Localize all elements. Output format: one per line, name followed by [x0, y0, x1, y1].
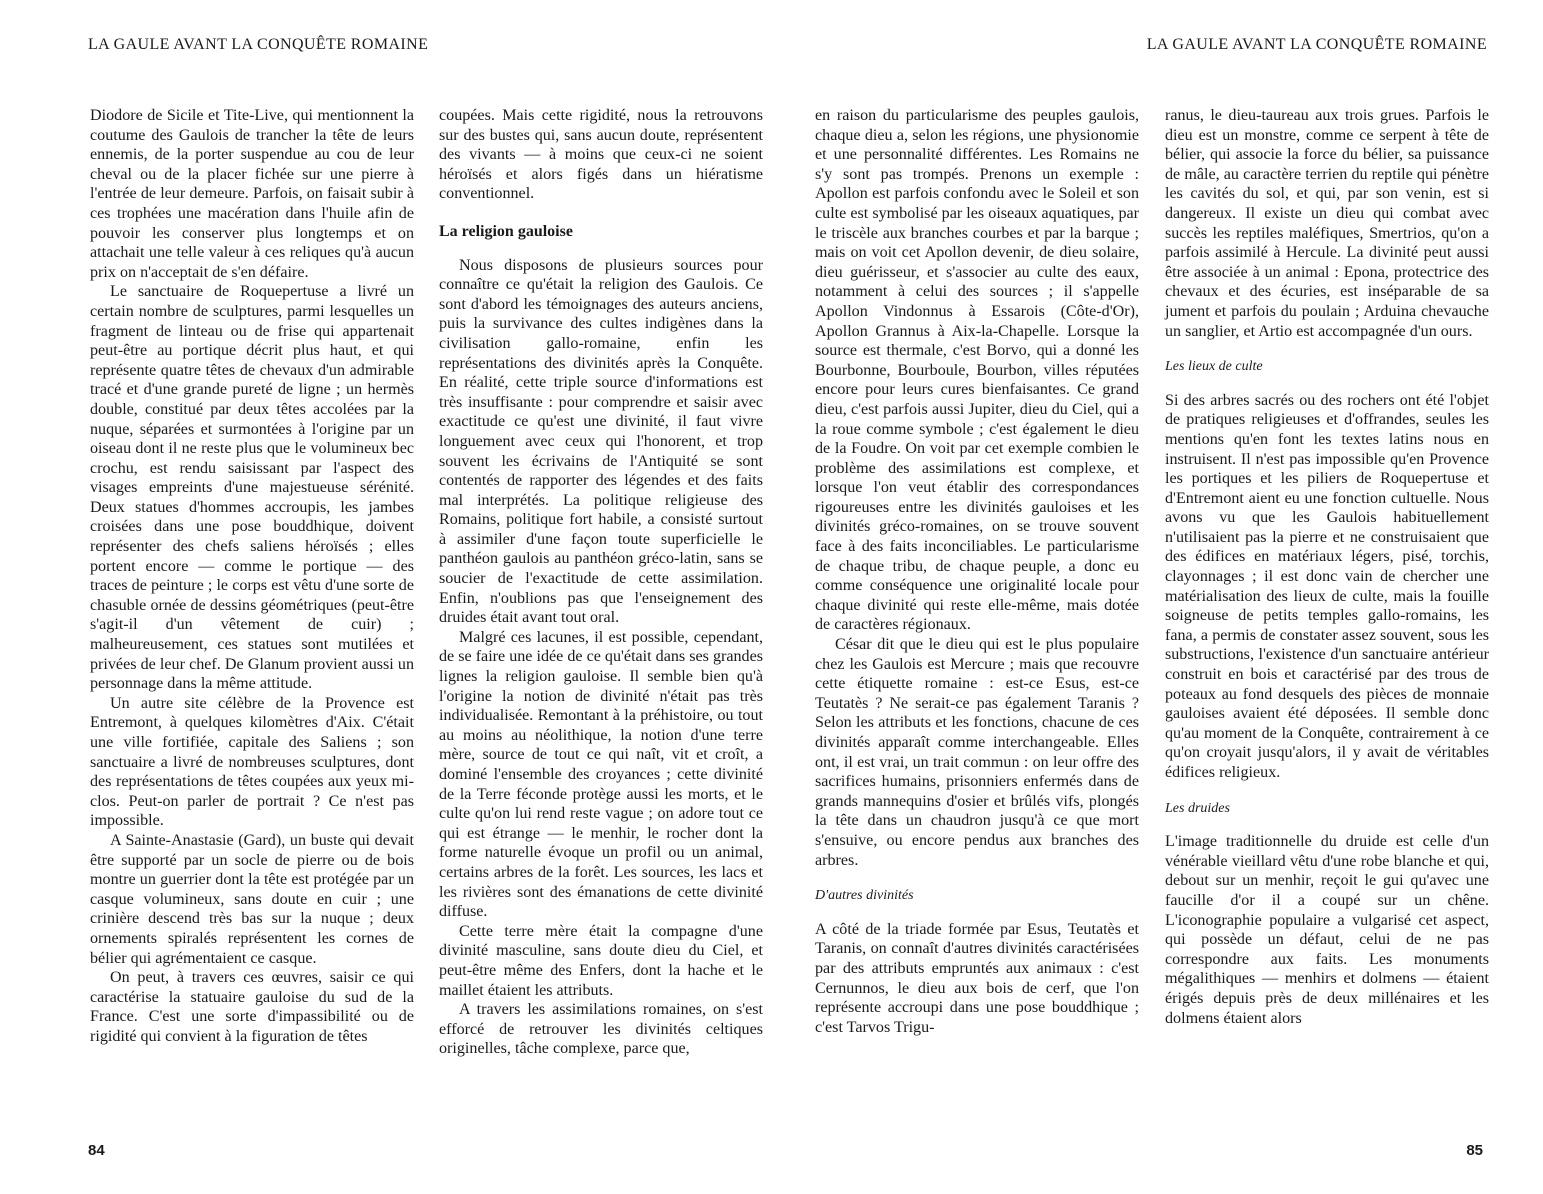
paragraph: César dit que le dieu qui est le plus populaire chez les Gaulois est Mercure ; mais que recouvre cette étiquette romaine : est-ce Esus, est-ce Teutatès ? Ne serait-ce pas également Taranis ? Selon les attributs et les fonctions, chacune de ces divinités apparaît comme interchangeable. Elles ont, il est vrai, un trait commun : on leur offre des sacrifices humains, prisonniers enfermés dans de grands mannequins d'osier et brûlés vifs, plongés la tête dans un chaudron jusqu'à ce que mort s'ensuive, ou encore pendus aux branches des arbres. — [815, 636, 1139, 869]
paragraph: Le sanctuaire de Roquepertuse a livré un certain nombre de sculptures, parmi lesquelles un fragment de linteau ou de frise qui appartenait peut-être au portique décrit plus haut, et qui représente quatre têtes de chevaux d'un admirable tracé et d'une grande pureté de ligne ; un hermès double, constitué par deux têtes accolées par la nuque, séparées et surmontées à l'origine par un oiseau dont il ne reste plus que le volumineux bec crochu, est rendu saisissant par l'aspect des visages empreints d'une majestueuse sérénité. Deux statues d'hommes accroupis, les jambes croisées dans une pose bouddhique, doivent représenter des chefs saliens héroïsés ; elles portent encore — comme le portique — des traces de peinture ; le corps est vêtu d'une sorte de chasuble ornée de dessins géométriques (peut-être s'agit-il d'un vêtement de cuir) ; malheureusement, ces statues sont mutilées et privées de leur chef. De Glanum provient aussi un personnage dans la même attitude. — [90, 283, 414, 693]
paragraph: On peut, à travers ces œuvres, saisir ce qui caractérise la statuaire gauloise du sud de la France. C'est une sorte d'impassibilité ou de rigidité qui convient à la figuration de têtes — [90, 969, 414, 1045]
page-number-left: 84 — [88, 1142, 105, 1159]
paragraph: L'image traditionnelle du druide est celle d'un vénérable vieillard vêtu d'une robe blanche et qui, debout sur un menhir, reçoit le gui qu'avec une faucille d'or il a coupé sur un chêne. L'iconographie populaire a vulgarisé cet aspect, qui possède un défaut, celui de ne pas correspondre aux faits. Les monuments mégalithiques — menhirs et dolmens — étaient érigés depuis près de deux millénaires et les dolmens étaient alors — [1165, 833, 1489, 1027]
paragraph: ranus, le dieu-taureau aux trois grues. Parfois le dieu est un monstre, comme ce serpent à tête de bélier, qui associe la force du bélier, sa puissance de mâle, au caractère terrien du reptile qui pénètre les cavités du sol, et qui, par son venin, est si dangereux. Il existe un dieu qui combat avec succès les reptiles maléfiques, Smertrios, qu'on a parfois assimilé à Hercule. La divinité peut aussi être associée à un animal : Epona, protectrice des chevaux et des écuries, est inséparable de sa jument et parfois du poulain ; Arduina chevauche un sanglier, et Artio est accompagnée d'un ours. — [1165, 107, 1489, 340]
subsection-heading: Les lieux de culte — [1165, 359, 1263, 375]
running-head-right: LA GAULE AVANT LA CONQUÊTE ROMAINE — [1146, 36, 1487, 53]
subsection-heading: D'autres divinités — [815, 888, 914, 904]
paragraph: A côté de la triade formée par Esus, Teutatès et Taranis, on connaît d'autres divinités caractérisées par des attributs empruntés aux animaux : c'est Cernunnos, le dieu aux bois de cerf, que l'on représente accroupi dans une pose bouddhique ; c'est Tarvos Trigu- — [815, 920, 1139, 1036]
paragraph: Un autre site célèbre de la Provence est Entremont, à quelques kilomètres d'Aix. C'était une ville fortifiée, capitale des Saliens ; son sanctuaire a livré de nombreuses sculptures, dont des représentations de têtes coupées aux yeux mi-clos. Peut-on parler de portrait ? Ce n'est pas impossible. — [90, 694, 414, 830]
column-4 — [1165, 106, 1489, 1028]
paragraph: Nous disposons de plusieurs sources pour connaître ce qu'était la religion des Gaulois. Ce sont d'abord les témoignages des auteurs anciens, puis la survivance des cultes indigènes dans la civilisation gallo-romaine, enfin les représentations des divinités après la Conquête. En réalité, cette triple source d'informations est très insuffisante : pour comprendre et saisir avec exactitude ce qu'est une divinité, il faut vivre longuement avec ceux qui l'honorent, et trop souvent les écrivains de l'Antiquité se sont contentés de rapporter des légendes et des faits mal interprétés. La politique religieuse des Romains, politique fort habile, a consisté surtout à assimiler d'une façon toute superficielle le panthéon gaulois au panthéon gréco-latin, sans se soucier de l'exactitude de cette assimilation. Enfin, n'oublions pas que l'enseignement des druides était avant tout oral. — [439, 256, 763, 627]
paragraph: Malgré ces lacunes, il est possible, cependant, de se faire une idée de ce qu'était dans ses grandes lignes la religion gauloise. Il semble bien qu'à l'origine la notion de divinité n'était pas très individualisée. Remontant à la préhistoire, ou tout au moins au néolithique, la notion d'une terre mère, source de tout ce qui naît, vit et croît, a dominé l'ensemble des croyances ; cette divinité de la Terre féconde protège aussi les morts, et le culte qu'on lui rend reste vague ; on adore tout ce qui est étrange — le menhir, le rocher dont la forme naturelle évoque un profil ou un animal, certains arbres de la forêt. Les sources, les lacs et les rivières sont des émanations de cette divinité diffuse. — [439, 628, 763, 921]
subsection-heading: Les druides — [1165, 800, 1230, 816]
column-2 — [439, 106, 763, 1059]
page-number-right: 85 — [1466, 1142, 1483, 1159]
paragraph: Si des arbres sacrés ou des rochers ont été l'objet de pratiques religieuses et d'offrandes, seules les mentions qu'en font les textes latins nous en instruisent. Il n'est pas impossible qu'en Provence les portiques et les piliers de Roquepertuse et d'Entremont aient eu une fonction cultuelle. Nous avons vu que les Gaulois habituellement n'utilisaient pas la pierre et ne construisaient que des édifices en matériaux légers, pisé, torchis, clayonnages ; il est donc vain de chercher une matérialisation des lieux de culte, mais la fouille soigneuse de petits temples gallo-romains, les fana, a permis de constater assez souvent, sous les substructions, l'existence d'un sanctuaire antérieur construit en bois et caractérisé par des trous de poteaux au fond desquels des pièces de monnaie gauloises avaient été déposées. Il semble donc qu'au moment de la Conquête, contrairement à ce qu'on croyait jusqu'alors, il y avait de véritables édifices religieux. — [1165, 391, 1489, 781]
paragraph: A travers les assimilations romaines, on s'est efforcé de retrouver les divinités celtiques originelles, tâche complexe, parce que, — [439, 1001, 763, 1058]
column-1 — [90, 106, 414, 1047]
paragraph: en raison du particularisme des peuples gaulois, chaque dieu a, selon les régions, une physionomie et une personnalité différentes. Les Romains ne s'y sont pas trompés. Prenons un exemple : Apollon est parfois confondu avec le Soleil et son culte est symbolisé par les oiseaux aquatiques, par le triscèle aux branches courbes et par la barque ; mais on voit cet Apollon devenir, de dieu solaire, dieu guérisseur, et s'associer au culte des eaux, notamment à celui des sources ; il s'appelle Apollon Vindonnus à Essarois (Côte-d'Or), Apollon Grannus à Aix-la-Chapelle. Lorsque la source est thermale, c'est Borvo, qui a donné les Bourbonne, Bourboule, Bourbon, villes réputées encore pour leurs cures bienfaisantes. Ce grand dieu, c'est parfois aussi Jupiter, dieu du Ciel, qui a la roue comme symbole ; c'est également le dieu de la Foudre. On voit par cet exemple combien le problème des assimilations est complexe, et lorsque l'on veut établir des correspondances rigoureuses entre les divinités gauloises et les divinités gréco-romaines, on se trouve souvent face à des faits inconciliables. Le particularisme de chaque tribu, de chaque peuple, a donc eu comme conséquence une originalité locale pour chaque divinité qui reste elle-même, mais dotée de caractères régionaux. — [815, 107, 1139, 634]
section-heading: La religion gauloise — [439, 222, 573, 240]
column-3 — [815, 106, 1139, 1037]
paragraph: A Sainte-Anastasie (Gard), un buste qui devait être supporté par un socle de pierre ou de bois montre un guerrier dont la tête est protégée par un casque volumineux, sans doute en cuir ; une crinière descend très bas sur la nuque ; deux ornements spiralés représentent les cornes de bélier qui agrémentaient ce casque. — [90, 831, 414, 967]
paragraph: Diodore de Sicile et Tite-Live, qui mentionnent la coutume des Gaulois de trancher la tête de leurs ennemis, de la porter suspendue au cou de leur cheval ou de la placer fichée sur une pierre à l'entrée de leur demeure. Parfois, on faisait subir à ces trophées une macération dans l'huile afin de pouvoir les conserver plus longtemps et on attachait une telle valeur à ces reliques qu'à aucun prix on n'acceptait de s'en défaire. — [90, 107, 414, 281]
paragraph: Cette terre mère était la compagne d'une divinité masculine, sans doute dieu du Ciel, et peut-être même des Enfers, dont la hache et le maillet étaient les attributs. — [439, 922, 763, 999]
paragraph: coupées. Mais cette rigidité, nous la retrouvons sur des bustes qui, sans aucun doute, représentent des vivants — à moins que ceux-ci ne soient héroïsés et alors figés dans un hiératisme conventionnel. — [439, 107, 763, 203]
running-head-left: LA GAULE AVANT LA CONQUÊTE ROMAINE — [88, 36, 429, 53]
